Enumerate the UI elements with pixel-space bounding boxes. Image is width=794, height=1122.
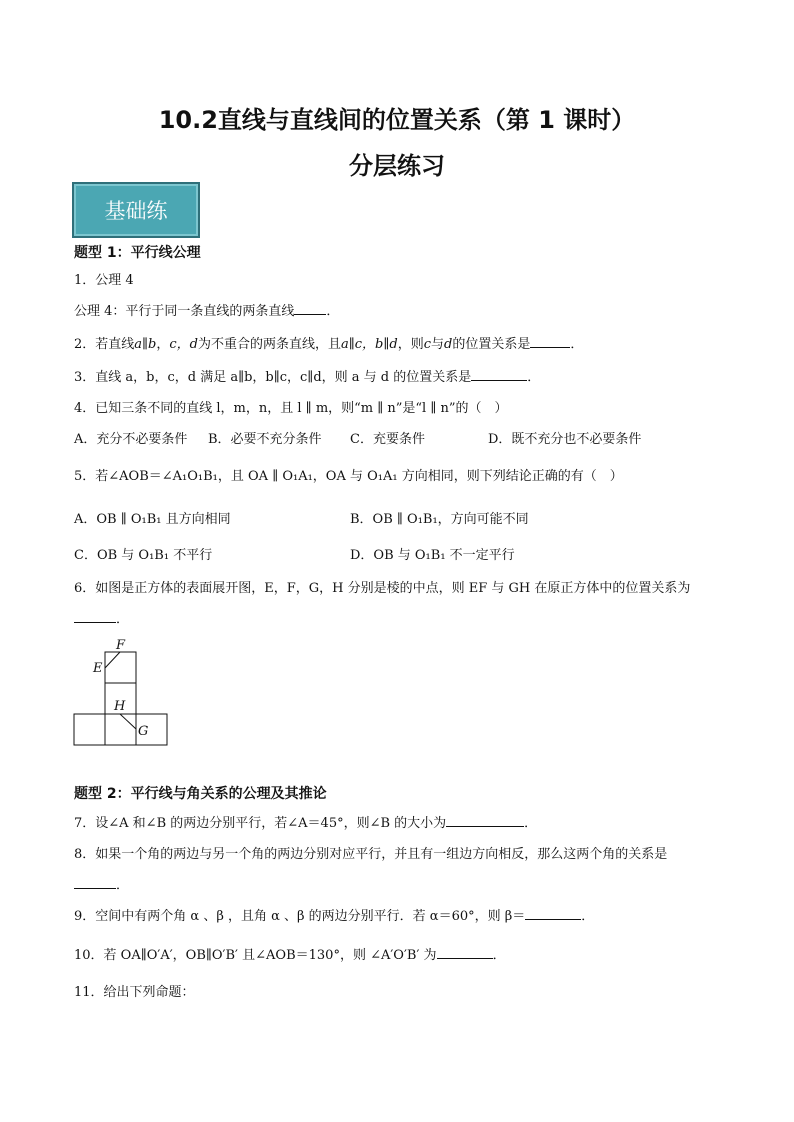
page-subtitle: 分层练习 <box>349 152 445 180</box>
answer-blank[interactable] <box>446 814 524 827</box>
answer-blank[interactable] <box>437 946 493 959</box>
q2-part: 为不重合的两条直线，且 <box>197 337 341 352</box>
question-10: 10．若 OA∥O′A′，OB∥O′B′ 且∠AOB＝130°，则 ∠A′O′B′ 为 ． <box>74 948 506 963</box>
question-4: 4．已知三条不同的直线 l，m，n，且 l ∥ m，则“m ∥ n”是“l ∥ n”的（ ） <box>74 401 508 416</box>
q2-part: 的位置关系是 <box>452 337 531 352</box>
label-h: H <box>114 699 126 714</box>
option-a[interactable]: A．OB ∥ O₁B₁ 且方向相同 <box>74 512 231 527</box>
answer-blank[interactable] <box>525 907 581 920</box>
question-7: 7．设∠A 和∠B 的两边分别平行，若∠A＝45°，则∠B 的大小为 ． <box>74 816 538 831</box>
question-3-text: 3．直线 a，b，c，d 满足 a∥b，b∥c，c∥d，则 a 与 d 的位置关系是 <box>74 370 472 385</box>
answer-blank[interactable] <box>530 335 570 348</box>
q2-math: c <box>423 337 431 352</box>
section-badge: 基础练 <box>72 182 200 238</box>
question-6: 6．如图是正方体的表面展开图，E，F，G，H 分别是棱的中点，则 EF 与 GH 在原正方体中的位置关系为 <box>74 581 691 596</box>
page-title: 10.2直线与直线间的位置关系（第 1 课时） <box>158 106 636 134</box>
section-heading-1: 题型 1：平行线公理 <box>74 245 201 261</box>
question-2: 2．若直线a∥b，c，d为不重合的两条直线，且a∥c，b∥d，则c与d的位置关系是 ． <box>74 337 584 352</box>
question-8-blank-line: ． <box>74 876 129 895</box>
option-c[interactable]: C．充要条件 <box>350 432 425 447</box>
question-6-blank-line: ． <box>74 610 129 629</box>
question-5: 5．若∠AOB＝∠A₁O₁B₁，且 OA ∥ O₁A₁，OA 与 O₁A₁ 方向相同，则下列结论正确的有（ ） <box>74 469 623 484</box>
segment-ef <box>105 652 120 668</box>
question-11: 11．给出下列命题： <box>74 985 195 1000</box>
segment-hg <box>120 714 136 729</box>
answer-blank[interactable] <box>294 302 326 315</box>
q2-math: d <box>444 337 453 352</box>
q2-math: c，d <box>169 337 198 352</box>
answer-blank[interactable] <box>471 368 527 381</box>
net-square <box>105 714 136 745</box>
answer-blank[interactable] <box>74 876 116 889</box>
option-c[interactable]: C．OB 与 O₁B₁ 不平行 <box>74 548 213 563</box>
question-7-text: 7．设∠A 和∠B 的两边分别平行，若∠A＝45°，则∠B 的大小为 <box>74 816 447 831</box>
cube-net-figure <box>72 634 182 750</box>
question-9: 9．空间中有两个角 α 、β ，且角 α 、β 的两边分别平行．若 α＝60°，则 β＝ ． <box>74 909 595 924</box>
net-square <box>105 652 136 683</box>
q2-math: a∥c，b∥d <box>341 337 398 352</box>
question-10-text: 10．若 OA∥O′A′，OB∥O′B′ 且∠AOB＝130°，则 ∠A′O′B′ 为 <box>74 948 437 963</box>
option-d[interactable]: D．OB 与 O₁B₁ 不一定平行 <box>350 548 515 563</box>
question-1-text: 公理 4：平行于同一条直线的两条直线 <box>74 304 295 319</box>
q2-part: 2．若直线 <box>74 337 135 352</box>
answer-blank[interactable] <box>74 610 116 623</box>
q2-part: ， <box>156 337 170 352</box>
option-d[interactable]: D．既不充分也不必要条件 <box>488 432 642 447</box>
question-3: 3．直线 a，b，c，d 满足 a∥b，b∥c，c∥d，则 a 与 d 的位置关系是 ． <box>74 370 541 385</box>
q2-part: ，则 <box>397 337 424 352</box>
question-9-text: 9．空间中有两个角 α 、β ，且角 α 、β 的两边分别平行．若 α＝60°，则 β＝ <box>74 909 526 924</box>
question-8: 8．如果一个角的两边与另一个角的两边分别对应平行，并且有一组边方向相反，那么这两个角的关系是 <box>74 847 668 862</box>
label-f: F <box>116 638 126 653</box>
q2-math: a∥b <box>134 337 157 352</box>
net-square <box>74 714 105 745</box>
label-g: G <box>138 724 149 739</box>
option-b[interactable]: B．OB ∥ O₁B₁，方向可能不同 <box>350 512 529 527</box>
question-1-statement: 公理 4：平行于同一条直线的两条直线 ． <box>74 304 340 319</box>
question-1: 1．公理 4 <box>74 273 134 288</box>
option-a[interactable]: A．充分不必要条件 <box>74 432 188 447</box>
q2-part: 与 <box>430 337 444 352</box>
section-heading-2: 题型 2：平行线与角关系的公理及其推论 <box>74 786 327 802</box>
option-b[interactable]: B．必要不充分条件 <box>208 432 322 447</box>
label-e: E <box>93 661 103 676</box>
